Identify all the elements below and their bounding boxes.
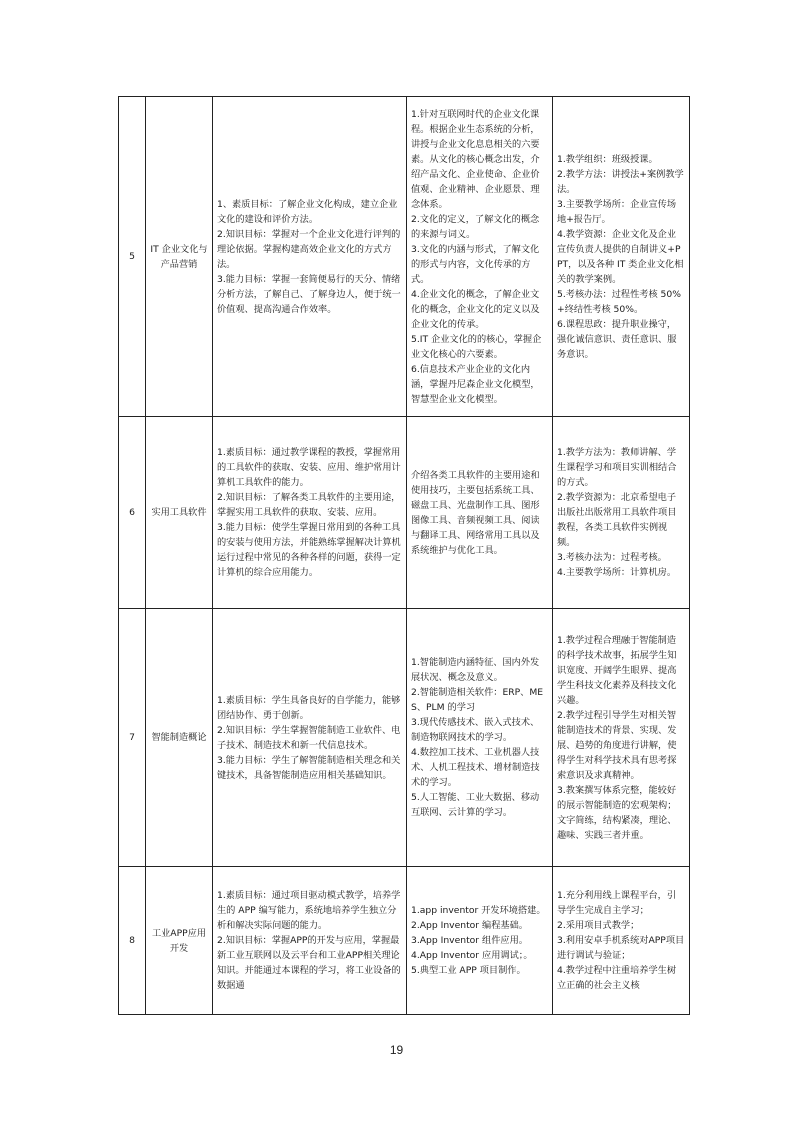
course-objectives-item: 1.素质目标：学生具备良好的自学能力，能够团结协作、勇于创新。 — [217, 694, 401, 721]
course-objectives-item: 3.能力目标：学生了解智能制造相关理念和关键技术，具备智能制造应用相关基础知识。 — [217, 754, 401, 781]
teaching-requirements-item: 2.教学方法：讲授法+案例教学法。 — [557, 168, 684, 195]
teaching-requirements-item: 1.教学方法为：教师讲解、学生课程学习和项目实训相结合的方式。 — [557, 447, 677, 488]
teaching-requirements-item: 3.教案撰写体系完整，能较好的展示智能制造的宏观架构；文字简练，结构紧凑，理论、趣味、实践三者并重。 — [557, 784, 677, 841]
course-table — [118, 96, 690, 1015]
teaching-requirements-item: 4.教学过程中注重培养学生树立正确的社会主义核 — [557, 965, 677, 991]
course-content — [407, 867, 553, 1015]
course-content-item: 3.App Inventor 组件应用。 — [411, 935, 528, 946]
table-row — [119, 417, 690, 609]
course-objectives-item: 3.能力目标：掌握一套简便易行的天分、情绪分析方法，了解自己、了解身边人，便于统一价值观、提高沟通合作效率。 — [217, 273, 401, 315]
course-content-item: 4.数控加工技术、工业机器人技术、人机工程技术、增材制造技术的学习。 — [411, 747, 540, 788]
course-objectives-item: 1.素质目标：通过教学课程的教授，掌握常用的工具软件的获取、安装、应用、维护常用计算机工具软件的能力。 — [217, 447, 401, 488]
teaching-requirements-item: 2.采用项目式教学； — [557, 920, 640, 931]
course-content — [407, 417, 553, 609]
course-content-item: 3.现代传感技术、嵌入式技术、制造物联网技术的学习。 — [411, 717, 540, 743]
course-objectives-item: 2.知识目标：了解各类工具软件的主要用途，掌握实用工具软件的获取、安装、应用。 — [217, 492, 401, 518]
teaching-requirements-item: 3.考核办法为：过程考核。 — [557, 552, 667, 563]
course-content-item: 2.文化的定义，了解文化的概念的来源与词义。 — [411, 213, 540, 240]
course-content-item: 1.智能制造内涵特征、国内外发展状况、概念及意义。 — [411, 657, 540, 683]
course-content-item: 介绍各类工具软件的主要用途和使用技巧，主要包括系统工具、磁盘工具、光盘制作工具、图形图像工具、音频视频工具、阅读与翻译工具、网络常用工具以及系统维护与优化工具。 — [411, 469, 540, 556]
teaching-requirements-item: 6.课程思政：提升职业操守，强化诚信意识、责任意识、服务意识。 — [557, 318, 677, 360]
course-objectives-item: 2.知识目标：学生掌握智能制造工业软件、电子技术、制造技术和新一代信息技术。 — [217, 724, 401, 751]
course-objectives-item: 2.知识目标：掌握对一个企业文化进行评判的理论依据。掌握构建高效企业文化的方式方法。 — [217, 228, 401, 270]
teaching-requirements-item: 5.考核办法：过程性考核 50%+终结性考核 50%。 — [557, 288, 681, 315]
teaching-requirements-item: 3.利用安卓手机系统对APP项目进行调试与验证； — [557, 935, 685, 961]
course-objectives — [213, 97, 407, 417]
teaching-requirements-item: 4.主要教学场所：计算机房。 — [557, 567, 677, 578]
teaching-requirements — [553, 609, 690, 867]
course-objectives-item: 1、素质目标：了解企业文化构成，建立企业文化的建设和评价方法。 — [217, 198, 398, 225]
course-name: 工业APP应用开发 — [146, 867, 213, 1015]
teaching-requirements — [553, 97, 690, 417]
course-content-item: 5.人工智能、工业大数据、移动互联网、云计算的学习。 — [411, 792, 540, 818]
course-name: 智能制造概论 — [146, 609, 213, 867]
table-row — [119, 867, 690, 1015]
teaching-requirements — [553, 867, 690, 1015]
course-objectives-item: 2.知识目标：掌握APP的开发与应用，掌握最新工业互联网以及云平台和工业APP相关理论知识。并能通过本课程的学习，将工业设备的数据通 — [217, 935, 401, 991]
course-content-item: 5.IT 企业文化的的核心，掌握企业文化核心的六要素。 — [411, 333, 542, 360]
course-objectives-item: 3.能力目标：使学生掌握日常用到的各种工具的安装与使用方法，并能熟练掌握解决计算机运行过程中常见的各种各样的问题，获得一定计算机的综合应用能力。 — [217, 522, 401, 578]
row-number: 7 — [119, 609, 146, 867]
course-name: 实用工具软件 — [146, 417, 213, 609]
course-content — [407, 97, 553, 417]
page-number: 19 — [389, 1043, 404, 1057]
course-content-item: 2.智能制造相关软件：ERP、MES、PLM 的学习 — [411, 687, 544, 713]
course-objectives-item: 1.素质目标：通过项目驱动模式教学，培养学生的 APP 编写能力，系统地培养学生独立分析和解决实际问题的能力。 — [217, 890, 401, 931]
course-objectives — [213, 867, 407, 1015]
teaching-requirements-item: 1.教学过程合理融于智能制造的科学技术故事，拓展学生知识宽度、开阔学生眼界、提高学生科技文化素养及科技文化兴趣。 — [557, 634, 677, 706]
course-content-item: 3.文化的内涵与形式，了解文化的形式与内容，文化传承的方式。 — [411, 243, 540, 285]
teaching-requirements-item: 1.教学组织：班级授课。 — [557, 153, 658, 165]
teaching-requirements-item: 4.教学资源：企业文化及企业宣传负责人提供的自制讲义+PPT，以及各种 IT 类企业文化相关的教学案例。 — [557, 228, 684, 285]
course-content-item: 1.app inventor 开发环境搭建。 — [411, 905, 546, 916]
teaching-requirements-item: 2.教学资源为：北京希望电子出版社出版常用工具软件项目教程，各类工具软件实例视频。 — [557, 492, 677, 548]
teaching-requirements — [553, 417, 690, 609]
course-content-item: 4.App Inventor 应用调试；。 — [411, 950, 533, 961]
course-content-item: 4.企业文化的概念，了解企业文化的概念，企业文化的定义以及企业文化的传承。 — [411, 288, 540, 330]
teaching-requirements-item: 1.充分利用线上课程平台，引导学生完成自主学习； — [557, 890, 677, 916]
course-content — [407, 609, 553, 867]
course-content-item: 5.典型工业 APP 项目制作。 — [411, 965, 526, 976]
table-row — [119, 97, 690, 417]
course-name: IT 企业文化与产品营销 — [146, 97, 213, 417]
course-content-item: 6.信息技术产业企业的文化内涵，掌握丹尼森企业文化模型，智慧型企业文化模型。 — [411, 363, 540, 405]
row-number: 5 — [119, 97, 146, 417]
course-objectives — [213, 609, 407, 867]
course-content-item: 2.App Inventor 编程基础。 — [411, 920, 528, 931]
teaching-requirements-item: 3.主要教学场所：企业宣传场地+报告厅。 — [557, 198, 677, 225]
teaching-requirements-item: 2.教学过程引导学生对相关智能制造技术的背景、实现、发展、趋势的角度进行讲解，使得学生对科学技术具有思考探索意识及求真精神。 — [557, 709, 677, 781]
course-objectives — [213, 417, 407, 609]
row-number: 8 — [119, 867, 146, 1015]
row-number: 6 — [119, 417, 146, 609]
course-content-item: 1.针对互联网时代的企业文化课程。根据企业生态系统的分析，讲授与企业文化息息相关的六要素。从文化的核心概念出发，介绍产品文化、企业使命、企业价值观、企业精神、企业愿景、理念体系。 — [411, 108, 540, 210]
table-row — [119, 609, 690, 867]
